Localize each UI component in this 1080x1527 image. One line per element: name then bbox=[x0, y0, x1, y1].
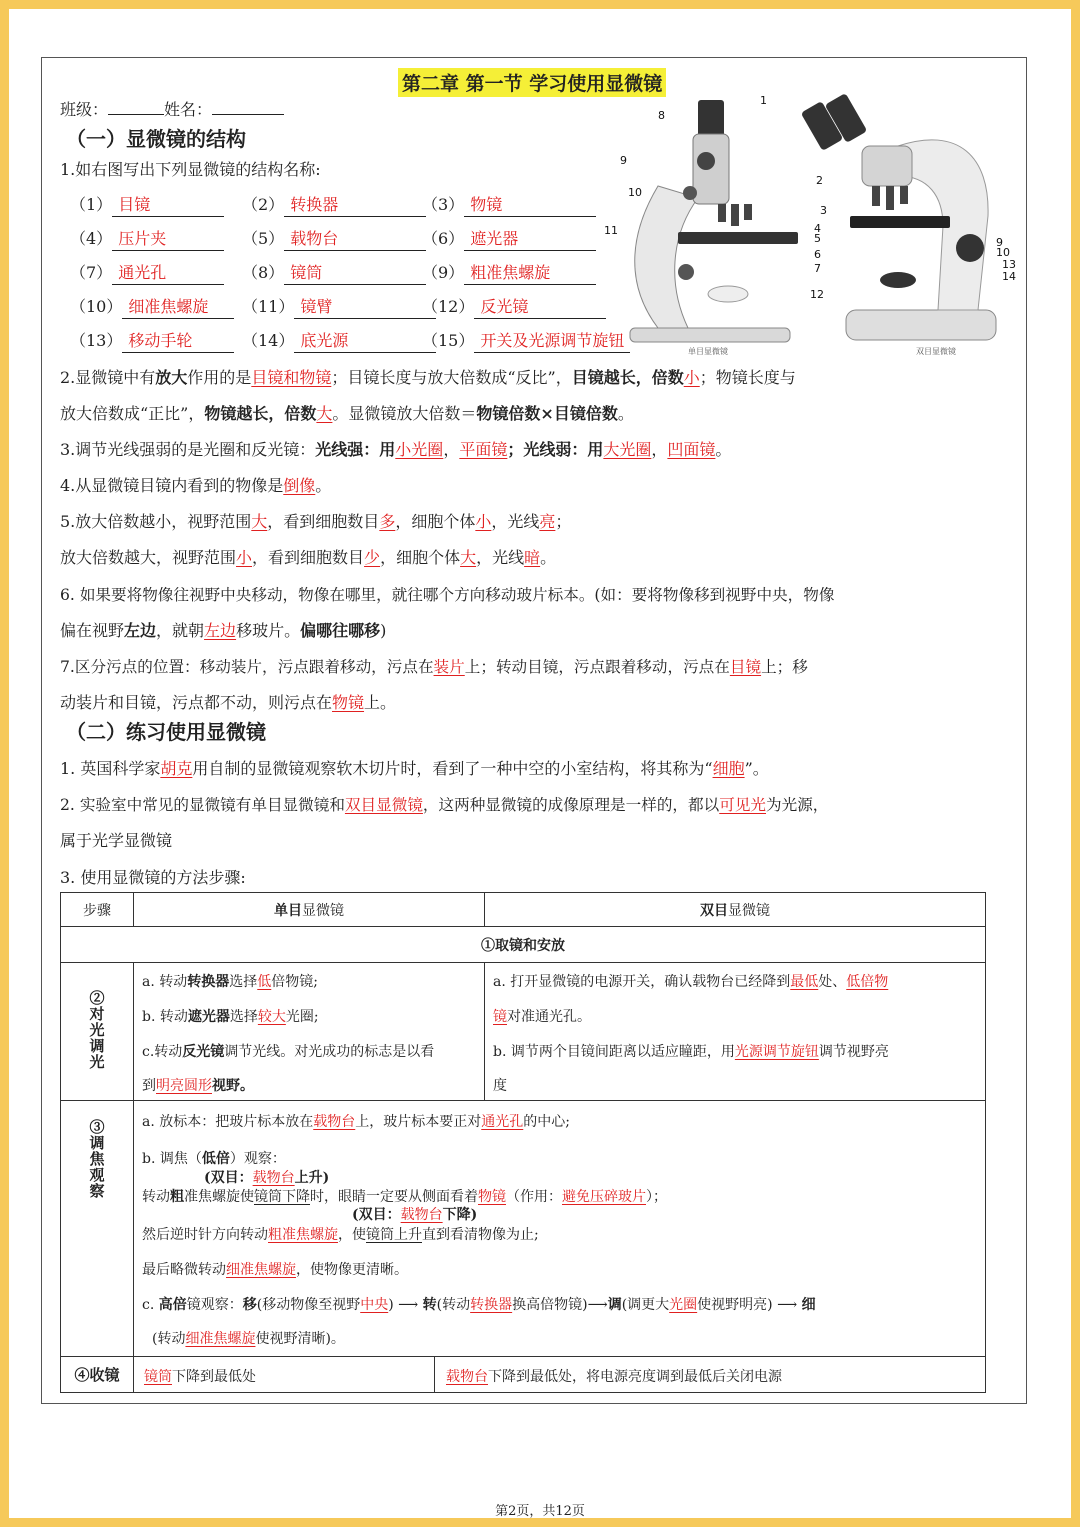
section-heading-practice: （二）练习使用显微镜 bbox=[66, 720, 266, 744]
practice-2-line-1: 2. 实验室中常见的显微镜有单目显微镜和双目显微镜，这两种显微镜的成像原理是一样的，都以可见光为光源， bbox=[60, 796, 829, 814]
part-item bbox=[70, 260, 224, 285]
answer: 平面镜 bbox=[459, 440, 508, 459]
svg-text:11: 11 bbox=[604, 224, 618, 237]
part-item bbox=[70, 294, 234, 319]
step-1-label: ①取镜和安放 bbox=[61, 927, 986, 963]
step-4-label: ④收镜 bbox=[61, 1357, 134, 1393]
part-item bbox=[242, 226, 426, 251]
part-number: （13） bbox=[70, 331, 123, 350]
svg-text:10: 10 bbox=[628, 186, 642, 199]
question-5-line-2: 放大倍数越大，视野范围小，看到细胞数目少，细胞个体大，光线暗。 bbox=[60, 548, 557, 567]
svg-text:2: 2 bbox=[816, 174, 823, 187]
svg-text:9: 9 bbox=[620, 154, 627, 167]
table-row bbox=[61, 1357, 986, 1393]
question-2-line-2: 放大倍数成“正比”，物镜越长，倍数大。显微镜放大倍数＝物镜倍数×目镜倍数。 bbox=[60, 404, 634, 423]
step-2-binocular: a. 打开显微镜的电源开关，确认载物台已经降到最低处、低倍物 镜对准通光孔。 b. 调节两个目镜间距离以适应瞳距，用光源调节旋钮调节视野亮 度 bbox=[485, 963, 986, 1101]
step-2-label: ②对光调光 bbox=[87, 989, 106, 1070]
part-number: （2） bbox=[242, 195, 285, 214]
step-4-content: 镜筒下降到最低处 载物台下降到最低处，将电源亮度调到最低后关闭电源 bbox=[134, 1357, 986, 1393]
svg-text:3: 3 bbox=[820, 204, 827, 217]
part-number: （5） bbox=[242, 229, 285, 248]
answer: 大光圈 bbox=[603, 440, 652, 459]
procedure-table bbox=[60, 892, 986, 1393]
svg-text:7: 7 bbox=[814, 262, 821, 275]
monocular-microscope bbox=[630, 100, 798, 342]
practice-2-line-2: 属于光学显微镜 bbox=[60, 831, 173, 850]
arrow-icon: ⟶ bbox=[393, 1297, 423, 1313]
practice-1: 1. 英国科学家胡克用自制的显微镜观察软木切片时，看到了一种中空的小室结构，将其称为“细胞”。 bbox=[60, 759, 769, 778]
table-row bbox=[61, 927, 986, 963]
svg-text:6: 6 bbox=[814, 248, 821, 261]
part-number: （7） bbox=[70, 263, 113, 282]
part-answer: 粗准焦螺旋 bbox=[464, 260, 596, 285]
step-2-cell bbox=[61, 963, 134, 1101]
table-row bbox=[61, 963, 986, 1101]
part-number: （6） bbox=[422, 229, 465, 248]
svg-text:12: 12 bbox=[810, 288, 824, 301]
part-item bbox=[242, 294, 436, 319]
part-answer: 反光镜 bbox=[474, 294, 606, 319]
part-item bbox=[422, 260, 596, 285]
part-number: （3） bbox=[422, 195, 465, 214]
question-1: 1.如右图写出下列显微镜的结构名称: bbox=[60, 160, 321, 179]
figure-caption-monocular: 单目显微镜 bbox=[688, 347, 728, 356]
question-4: 4.从显微镜目镜内看到的物像是倒像。 bbox=[60, 476, 332, 495]
part-answer: 移动手轮 bbox=[122, 328, 234, 353]
svg-text:10: 10 bbox=[996, 246, 1010, 259]
step-3-content: a. 放标本：把玻片标本放在载物台上，玻片标本要正对通光孔的中心; b. 调焦（低倍）观察： (双目：载物台上升) 转动粗准焦螺旋使镜筒下降时，眼睛一定要从侧面看着物镜（作用：避免压碎玻片）； (双目：载物台下降) 然后逆时针方向转动粗准焦螺旋，使镜筒上升直到看清物像为止; 最后略微转动细准焦螺旋，使物像更清晰。 c. 高倍镜观察：移(移动物像至视野中央) ⟶ 转(转动转换器换高倍物镜)⟶调(调更大光圈使视野明亮) ⟶ 细 (转动细准焦螺旋使视野清晰)。 bbox=[134, 1101, 986, 1357]
part-number: （9） bbox=[422, 263, 465, 282]
answer: 凹面镜 bbox=[667, 440, 716, 459]
part-item bbox=[70, 226, 224, 251]
part-answer: 镜臂 bbox=[294, 294, 436, 319]
part-item bbox=[242, 192, 426, 217]
part-answer: 物镜 bbox=[464, 192, 596, 217]
part-number: （4） bbox=[70, 229, 113, 248]
part-number: （15） bbox=[422, 331, 475, 350]
student-info-line: 班级： 姓名： bbox=[60, 98, 284, 122]
part-item bbox=[70, 328, 234, 353]
table-header-row bbox=[61, 893, 986, 927]
question-6-line-1: 6. 如果要将物像往视野中央移动，物像在哪里，就往哪个方向移动玻片标本。(如：要将物像移到视野中央，物像 bbox=[60, 586, 835, 604]
part-answer: 通光孔 bbox=[112, 260, 224, 285]
section-heading-structure: （一）显微镜的结构 bbox=[66, 127, 246, 151]
svg-text:13: 13 bbox=[1002, 258, 1016, 271]
arrow-icon: ⟶ bbox=[772, 1297, 802, 1313]
step-2-monocular: a. 转动转换器选择低倍物镜; b. 转动遮光器选择较大光圈; c.转动反光镜调节光线。对光成功的标志是以看 到明亮圆形视野。 bbox=[134, 963, 485, 1101]
question-5-line-1: 5.放大倍数越小，视野范围大，看到细胞数目多，细胞个体小，光线亮； bbox=[60, 512, 572, 531]
part-item bbox=[422, 294, 606, 319]
header-step: 步骤 bbox=[61, 893, 134, 927]
binocular-microscope bbox=[801, 93, 996, 340]
page-title: 第二章 第一节 学习使用显微镜 bbox=[398, 68, 666, 97]
part-answer: 细准焦螺旋 bbox=[122, 294, 234, 319]
answer: 小 bbox=[683, 368, 700, 387]
question-3: 3.调节光线强弱的是光圈和反光镜：光线强：用小光圈，平面镜；光线弱：用大光圈，凹面镜。 bbox=[60, 440, 732, 459]
part-answer: 镜筒 bbox=[284, 260, 426, 285]
answer: 大 bbox=[316, 404, 333, 423]
part-answer: 载物台 bbox=[284, 226, 426, 251]
answer: 倒像 bbox=[283, 476, 316, 495]
svg-text:9: 9 bbox=[996, 236, 1003, 249]
part-answer: 转换器 bbox=[284, 192, 426, 217]
arrow-icon: ⟶ bbox=[587, 1297, 608, 1313]
part-item bbox=[70, 192, 224, 217]
name-blank[interactable] bbox=[212, 98, 284, 115]
table-row bbox=[61, 1101, 986, 1357]
step-3-cell bbox=[61, 1101, 134, 1357]
question-2-line-1: 2.显微镜中有放大作用的是目镜和物镜；目镜长度与放大倍数成“反比”，目镜越长，倍数小；物镜长度与 bbox=[60, 368, 796, 387]
svg-text:14: 14 bbox=[1002, 270, 1016, 283]
part-number: （10） bbox=[70, 297, 123, 316]
question-7-line-1: 7.区分污点的位置：移动装片，污点跟着移动，污点在装片上；转动目镜，污点跟着移动，污点在目镜上；移 bbox=[60, 658, 808, 676]
part-item bbox=[422, 226, 596, 251]
answer: 小光圈 bbox=[395, 440, 444, 459]
header-monocular: 单目显微镜 bbox=[134, 893, 485, 927]
header-binocular: 双目显微镜 bbox=[485, 893, 986, 927]
page-footer: 第2页，共12页 bbox=[495, 1504, 585, 1519]
part-answer: 遮光器 bbox=[464, 226, 596, 251]
figure-caption-binocular: 双目显微镜 bbox=[916, 347, 956, 356]
svg-text:5: 5 bbox=[814, 232, 821, 245]
part-item bbox=[242, 328, 436, 353]
part-item bbox=[242, 260, 426, 285]
question-6-line-2: 偏在视野左边，就朝左边移玻片。偏哪往哪移) bbox=[60, 621, 387, 640]
step-3-label: ③调焦观察 bbox=[87, 1119, 106, 1199]
svg-text:8: 8 bbox=[658, 109, 665, 122]
practice-3: 3. 使用显微镜的方法步骤: bbox=[60, 868, 246, 887]
part-number: （1） bbox=[70, 195, 113, 214]
part-number: （12） bbox=[422, 297, 475, 316]
part-number: （14） bbox=[242, 331, 295, 350]
svg-text:4: 4 bbox=[814, 222, 821, 235]
question-7-line-2: 动装片和目镜，污点都不动，则污点在物镜上。 bbox=[60, 693, 397, 712]
part-item bbox=[422, 192, 596, 217]
part-answer: 开关及光源调节旋钮 bbox=[474, 328, 630, 353]
class-blank[interactable] bbox=[108, 98, 164, 115]
part-answer: 目镜 bbox=[112, 192, 224, 217]
svg-text:1: 1 bbox=[760, 94, 767, 107]
part-number: （8） bbox=[242, 263, 285, 282]
part-number: （11） bbox=[242, 297, 295, 316]
microscope-figure bbox=[598, 86, 1018, 358]
part-answer: 底光源 bbox=[294, 328, 436, 353]
part-answer: 压片夹 bbox=[112, 226, 224, 251]
answer: 目镜和物镜 bbox=[251, 368, 332, 387]
